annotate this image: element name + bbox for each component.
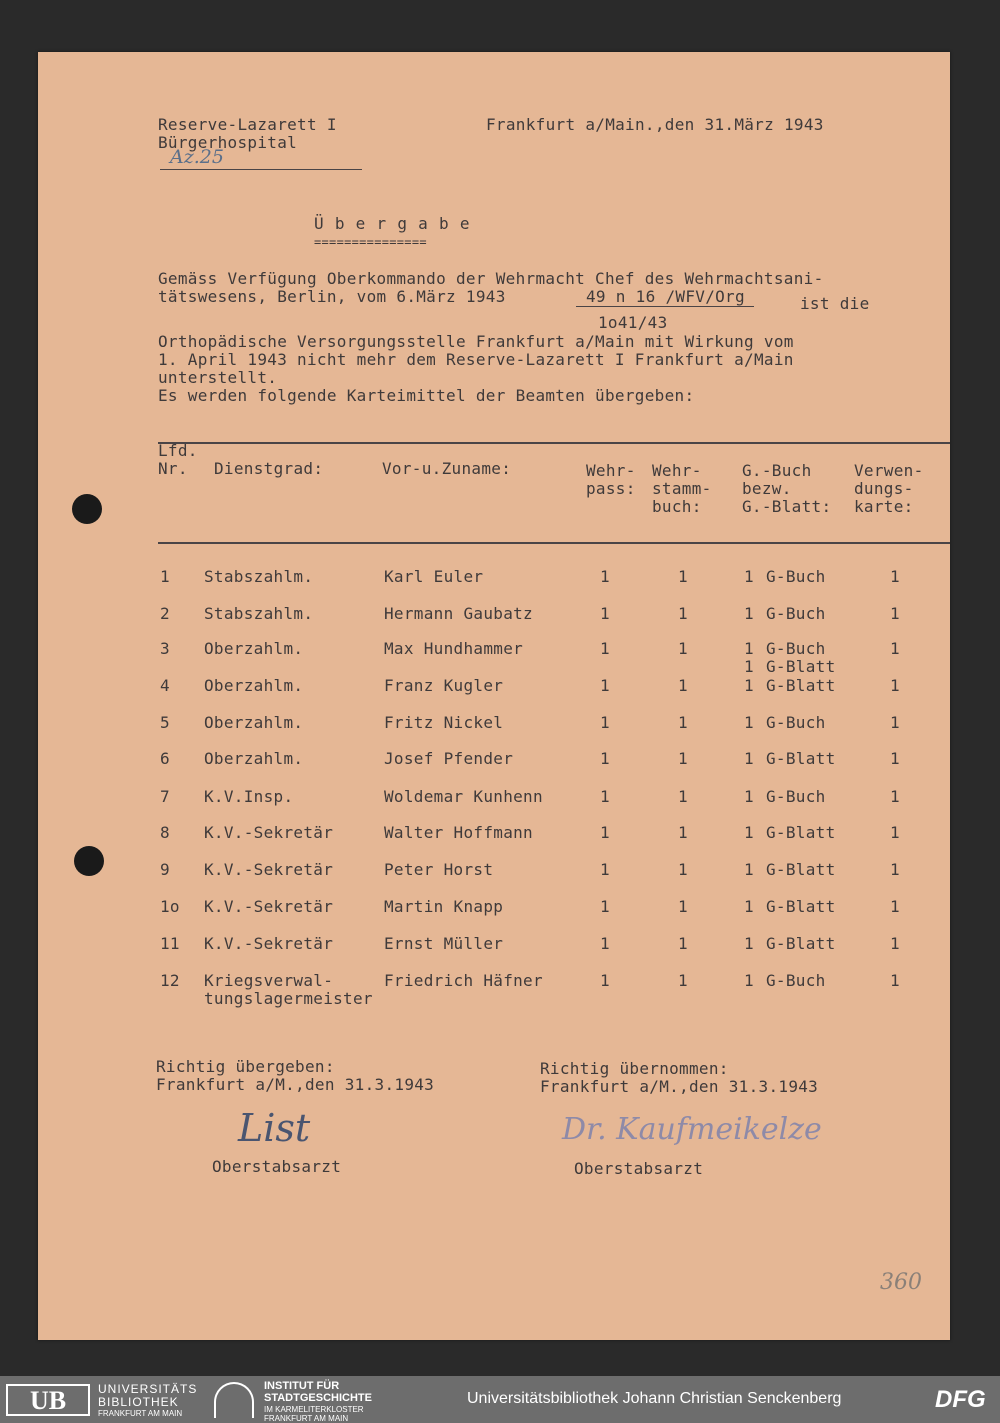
row-verwendungskarte: 1 bbox=[890, 971, 900, 990]
institution-line-1: Reserve-Lazarett I bbox=[158, 115, 337, 134]
reference-number-2: 1o41/43 bbox=[598, 313, 668, 332]
row-rank: K.V.-Sekretär bbox=[204, 934, 334, 953]
row-wehrstammbuch: 1 bbox=[678, 823, 688, 842]
row-rank: Oberzahlm. bbox=[204, 676, 304, 695]
row-wehrstammbuch: 1 bbox=[678, 934, 688, 953]
row-wehrstammbuch: 1 bbox=[678, 787, 688, 806]
row-verwendungskarte: 1 bbox=[890, 823, 900, 842]
row-g-type: G-Blatt bbox=[766, 676, 836, 695]
place-date: Frankfurt a/Main.,den 31.März 1943 bbox=[486, 115, 824, 134]
institution-line-2: Bürgerhospital bbox=[158, 133, 298, 152]
row-wehrstammbuch: 1 bbox=[678, 604, 688, 623]
isg-logo-icon bbox=[214, 1382, 254, 1418]
row-verwendungskarte: 1 bbox=[890, 639, 900, 658]
row-g-count: 1 bbox=[744, 860, 754, 879]
row-number: 2 bbox=[160, 604, 170, 623]
header-underline bbox=[160, 169, 362, 170]
row-number: 8 bbox=[160, 823, 170, 842]
punch-hole-bottom bbox=[74, 846, 104, 876]
row-g-type: G-Buch bbox=[766, 713, 826, 732]
row-wehrpass: 1 bbox=[600, 971, 610, 990]
file-reference: Az.25 bbox=[170, 146, 224, 168]
col-header-gbuch: G.-Buch bezw. G.-Blatt: bbox=[742, 461, 832, 516]
row-verwendungskarte: 1 bbox=[890, 713, 900, 732]
row-number: 9 bbox=[160, 860, 170, 879]
row-wehrpass: 1 bbox=[600, 639, 610, 658]
takeover-title: Oberstabsarzt bbox=[574, 1159, 704, 1178]
row-g-type: G-Buch bbox=[766, 639, 826, 658]
row-wehrpass: 1 bbox=[600, 934, 610, 953]
col-header-pass: Wehr- pass: bbox=[586, 461, 636, 498]
row-g-count: 1 bbox=[744, 676, 754, 695]
row-verwendungskarte: 1 bbox=[890, 676, 900, 695]
isg-name-line-2: STADTGESCHICHTE bbox=[264, 1392, 372, 1404]
row-rank: K.V.Insp. bbox=[204, 787, 294, 806]
table-top-rule bbox=[158, 442, 950, 444]
row-g-type: G-Buch bbox=[766, 971, 826, 990]
row-g-type-2: G-Blatt bbox=[766, 657, 836, 676]
document-page bbox=[38, 52, 950, 1340]
row-number: 1o bbox=[160, 897, 180, 916]
row-number: 7 bbox=[160, 787, 170, 806]
isg-name-line-3: IM KARMELITERKLOSTER bbox=[264, 1405, 364, 1414]
row-g-count: 1 bbox=[744, 604, 754, 623]
row-g-type: G-Buch bbox=[766, 567, 826, 586]
row-g-type: G-Blatt bbox=[766, 860, 836, 879]
row-name: Max Hundhammer bbox=[384, 639, 524, 658]
row-name: Martin Knapp bbox=[384, 897, 504, 916]
archive-footer bbox=[0, 1376, 1000, 1423]
takeover-label: Richtig übernommen: bbox=[540, 1059, 729, 1078]
takeover-place-date: Frankfurt a/M.,den 31.3.1943 bbox=[540, 1077, 819, 1096]
row-verwendungskarte: 1 bbox=[890, 934, 900, 953]
body-line-5: 1. April 1943 nicht mehr dem Reserve-Lazarett I Frankfurt a/Main bbox=[158, 350, 794, 369]
reference-number: 49 n 16 /WFV/Org bbox=[586, 287, 745, 306]
dfg-logo: DFG bbox=[935, 1386, 986, 1413]
page-number: 360 bbox=[880, 1270, 922, 1295]
row-g-count: 1 bbox=[744, 823, 754, 842]
row-wehrstammbuch: 1 bbox=[678, 860, 688, 879]
col-header-stamm: Wehr- stamm- buch: bbox=[652, 461, 712, 516]
col-header-karte: Verwen- dungs- karte: bbox=[854, 461, 924, 516]
row-rank: Oberzahlm. bbox=[204, 639, 304, 658]
row-wehrpass: 1 bbox=[600, 787, 610, 806]
row-verwendungskarte: 1 bbox=[890, 749, 900, 768]
title-double-underline: =============== bbox=[314, 235, 427, 249]
row-verwendungskarte: 1 bbox=[890, 860, 900, 879]
body-line-1: Gemäss Verfügung Oberkommando der Wehrmacht Chef des Wehrmachtsani- bbox=[158, 269, 824, 288]
row-verwendungskarte: 1 bbox=[890, 897, 900, 916]
isg-name-line-4: FRANKFURT AM MAIN bbox=[264, 1414, 349, 1423]
row-rank: Stabszahlm. bbox=[204, 604, 314, 623]
row-rank: K.V.-Sekretär bbox=[204, 823, 334, 842]
reference-underline bbox=[576, 306, 754, 307]
row-wehrstammbuch: 1 bbox=[678, 971, 688, 990]
row-wehrpass: 1 bbox=[600, 897, 610, 916]
row-rank: K.V.-Sekretär bbox=[204, 860, 334, 879]
ub-name-line-1: UNIVERSITÄTS bbox=[98, 1382, 198, 1396]
handover-label: Richtig übergeben: bbox=[156, 1057, 335, 1076]
row-rank: Stabszahlm. bbox=[204, 567, 314, 586]
row-name: Josef Pfender bbox=[384, 749, 514, 768]
col-header-nr: Lfd. Nr. bbox=[158, 441, 198, 478]
row-rank: Oberzahlm. bbox=[204, 749, 304, 768]
row-wehrpass: 1 bbox=[600, 676, 610, 695]
row-number: 3 bbox=[160, 639, 170, 658]
row-wehrstammbuch: 1 bbox=[678, 749, 688, 768]
row-name: Hermann Gaubatz bbox=[384, 604, 533, 623]
col-header-rank: Dienstgrad: bbox=[214, 459, 324, 478]
row-g-count: 1 bbox=[744, 567, 754, 586]
row-verwendungskarte: 1 bbox=[890, 567, 900, 586]
body-line-2a: tätswesens, Berlin, vom 6.März 1943 bbox=[158, 287, 506, 306]
punch-hole-top bbox=[72, 494, 102, 524]
row-name: Peter Horst bbox=[384, 860, 494, 879]
row-wehrstammbuch: 1 bbox=[678, 639, 688, 658]
row-g-count: 1 bbox=[744, 787, 754, 806]
ub-name-line-3: FRANKFURT AM MAIN bbox=[98, 1409, 183, 1418]
row-g-count: 1 bbox=[744, 971, 754, 990]
row-g-count: 1 bbox=[744, 713, 754, 732]
body-line-7: Es werden folgende Karteimittel der Beamten übergeben: bbox=[158, 386, 695, 405]
handover-title: Oberstabsarzt bbox=[212, 1157, 342, 1176]
row-wehrpass: 1 bbox=[600, 860, 610, 879]
row-wehrpass: 1 bbox=[600, 713, 610, 732]
row-g-count: 1 bbox=[744, 897, 754, 916]
body-line-4: Orthopädische Versorgungsstelle Frankfurt a/Main mit Wirkung vom bbox=[158, 332, 794, 351]
row-g-count: 1 bbox=[744, 639, 754, 658]
row-verwendungskarte: 1 bbox=[890, 604, 900, 623]
row-number: 12 bbox=[160, 971, 180, 990]
ub-logo: UB bbox=[30, 1386, 67, 1415]
row-wehrstammbuch: 1 bbox=[678, 897, 688, 916]
row-g-count-2: 1 bbox=[744, 657, 754, 676]
row-number: 5 bbox=[160, 713, 170, 732]
row-name: Walter Hoffmann bbox=[384, 823, 533, 842]
row-wehrstammbuch: 1 bbox=[678, 713, 688, 732]
row-number: 1 bbox=[160, 567, 170, 586]
row-name: Karl Euler bbox=[384, 567, 484, 586]
row-g-type: G-Buch bbox=[766, 787, 826, 806]
signature-left: List bbox=[238, 1106, 311, 1150]
handover-place-date: Frankfurt a/M.,den 31.3.1943 bbox=[156, 1075, 435, 1094]
row-name: Fritz Nickel bbox=[384, 713, 504, 732]
body-line-6: unterstellt. bbox=[158, 368, 278, 387]
col-header-name: Vor-u.Zuname: bbox=[382, 459, 512, 478]
library-name: Universitätsbibliothek Johann Christian Senckenberg bbox=[467, 1390, 842, 1407]
row-rank: Kriegsverwal- tungslagermeister bbox=[204, 971, 373, 1008]
row-g-type: G-Blatt bbox=[766, 823, 836, 842]
row-verwendungskarte: 1 bbox=[890, 787, 900, 806]
row-name: Franz Kugler bbox=[384, 676, 504, 695]
row-g-type: G-Blatt bbox=[766, 934, 836, 953]
row-g-type: G-Blatt bbox=[766, 897, 836, 916]
ub-name-line-2: BIBLIOTHEK bbox=[98, 1395, 179, 1409]
row-name: Ernst Müller bbox=[384, 934, 504, 953]
row-wehrpass: 1 bbox=[600, 604, 610, 623]
row-number: 6 bbox=[160, 749, 170, 768]
row-number: 4 bbox=[160, 676, 170, 695]
row-g-type: G-Blatt bbox=[766, 749, 836, 768]
row-rank: Oberzahlm. bbox=[204, 713, 304, 732]
signature-right: Dr. Kaufmeikelze bbox=[562, 1112, 822, 1147]
row-wehrpass: 1 bbox=[600, 823, 610, 842]
row-wehrpass: 1 bbox=[600, 567, 610, 586]
row-g-count: 1 bbox=[744, 934, 754, 953]
row-wehrpass: 1 bbox=[600, 749, 610, 768]
document-title: Übergabe bbox=[314, 214, 481, 233]
row-rank: K.V.-Sekretär bbox=[204, 897, 334, 916]
isg-name-line-1: INSTITUT FÜR bbox=[264, 1380, 340, 1392]
row-number: 11 bbox=[160, 934, 180, 953]
row-g-count: 1 bbox=[744, 749, 754, 768]
row-wehrstammbuch: 1 bbox=[678, 676, 688, 695]
row-name: Friedrich Häfner bbox=[384, 971, 543, 990]
table-header-rule bbox=[158, 542, 950, 544]
body-line-2c: ist die bbox=[800, 294, 870, 313]
row-wehrstammbuch: 1 bbox=[678, 567, 688, 586]
row-name: Woldemar Kunhenn bbox=[384, 787, 543, 806]
row-g-type: G-Buch bbox=[766, 604, 826, 623]
